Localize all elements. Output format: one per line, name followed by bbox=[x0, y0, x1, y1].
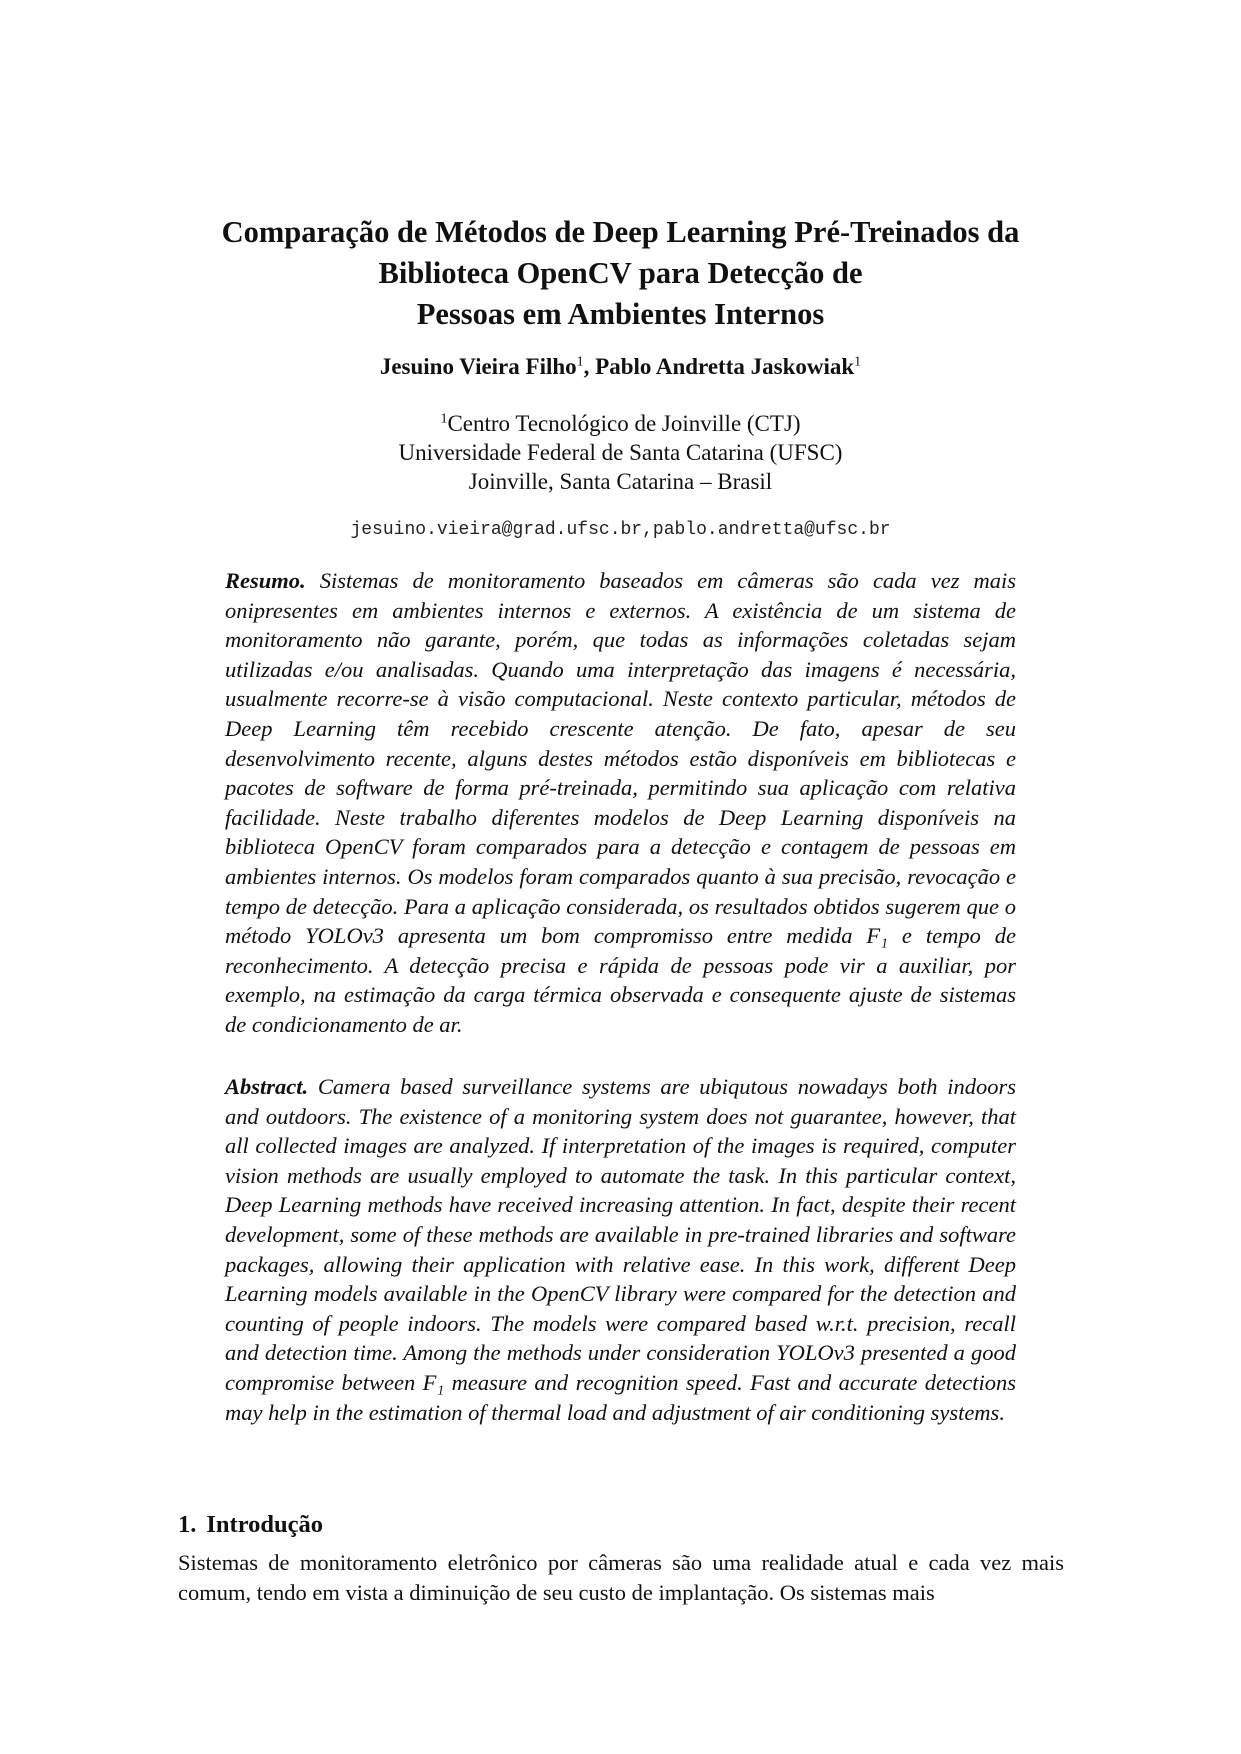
resumo-paragraph bbox=[225, 566, 1016, 1040]
resumo-text: Sistemas de monitoramento baseados em câmeras são cada vez mais onipresentes em ambientes internos e externos. A existência de um sistema de monitoramento não garante, porém, que todas as informações coletadas sejam utilizadas e/ou analisadas. Quando uma interpretação das imagens é necessária, usualmente recorre-se à visão computacional. Neste contexto particular, métodos de Deep Learning têm recebido crescente atenção. De fato, apesar de seu desenvolvimento recente, alguns destes métodos estão disponíveis em bibliotecas e pacotes de software de forma pré-treinada, permitindo sua aplicação com relativa facilidade. Neste trabalho diferentes modelos de Deep Learning disponíveis na biblioteca OpenCV foram comparados para a detecção e contagem de pessoas em ambientes internos. Os modelos foram comparados quanto à sua precisão, revocação e tempo de detecção. Para a aplicação considerada, os resultados obtidos sugerem que o método YOLOv3 apresenta um bom compromisso entre medida F₁ e tempo de reconhecimento. A detecção precisa e rápida de pessoas pode vir a auxiliar, por exemplo, na estimação da carga térmica observada e consequente ajuste de sistemas de condicionamento de ar. bbox=[225, 568, 1016, 1037]
abstract-text: Camera based surveillance systems are ubiqutous nowadays both indoors and outdoors. The existence of a monitoring system does not guarantee, however, that all collected images are analyzed. If interpretation of the images is required, computer vision methods are usually employed to automate the task. In this particular context, Deep Learning methods have received increasing attention. In fact, despite their recent development, some of these methods are available in pre-trained libraries and software packages, allowing their application with relative ease. In this work, different Deep Learning models available in the OpenCV library were compared for the detection and counting of people indoors. The models were compared based w.r.t. precision, recall and detection time. Among the methods under consideration YOLOv3 presented a good compromise between F₁ measure and recognition speed. Fast and accurate detections may help in the estimation of thermal load and adjustment of air conditioning systems. bbox=[225, 1074, 1016, 1425]
affiliation-block bbox=[150, 409, 1091, 496]
author-name: Jesuino Vieira Filho bbox=[379, 354, 577, 379]
title-line: Comparação de Métodos de Deep Learning Pré-Treinados da bbox=[221, 215, 1020, 249]
abstract-label: Abstract. bbox=[225, 1074, 309, 1099]
abstract-paragraph bbox=[225, 1072, 1016, 1427]
affiliation-mark: 1 bbox=[576, 354, 584, 370]
section-number: 1. bbox=[178, 1511, 197, 1538]
section-heading-introducao bbox=[178, 1511, 323, 1539]
author-name: Pablo Andretta Jaskowiak bbox=[595, 354, 855, 379]
affiliation-line: Universidade Federal de Santa Catarina (UFSC) bbox=[398, 440, 843, 465]
affiliation-line: $^1$Centro Tecnológico de Joinville (CTJ) bbox=[440, 411, 801, 436]
paper-title bbox=[150, 212, 1091, 335]
title-line: Biblioteca OpenCV para Detecção de bbox=[378, 256, 863, 290]
section-title: Introdução bbox=[206, 1511, 324, 1538]
author-separator: , bbox=[583, 354, 596, 379]
title-line: Pessoas em Ambientes Internos bbox=[416, 297, 825, 331]
affiliation-mark: 1 bbox=[854, 354, 862, 370]
resumo-label: Resumo. bbox=[225, 568, 306, 593]
introducao-paragraph: Sistemas de monitoramento eletrônico por câmeras são uma realidade atual e cada vez mais comum, tendo em vista a diminuição de seu custo de implantação. Os sistemas mais bbox=[178, 1550, 1064, 1605]
affiliation-line: Joinville, Santa Catarina – Brasil bbox=[468, 469, 773, 494]
affiliation-mark: 1 bbox=[440, 411, 448, 427]
author-list bbox=[150, 352, 1091, 382]
author-emails: jesuino.vieira@grad.ufsc.br,pablo.andretta@ufsc.br bbox=[350, 520, 891, 540]
